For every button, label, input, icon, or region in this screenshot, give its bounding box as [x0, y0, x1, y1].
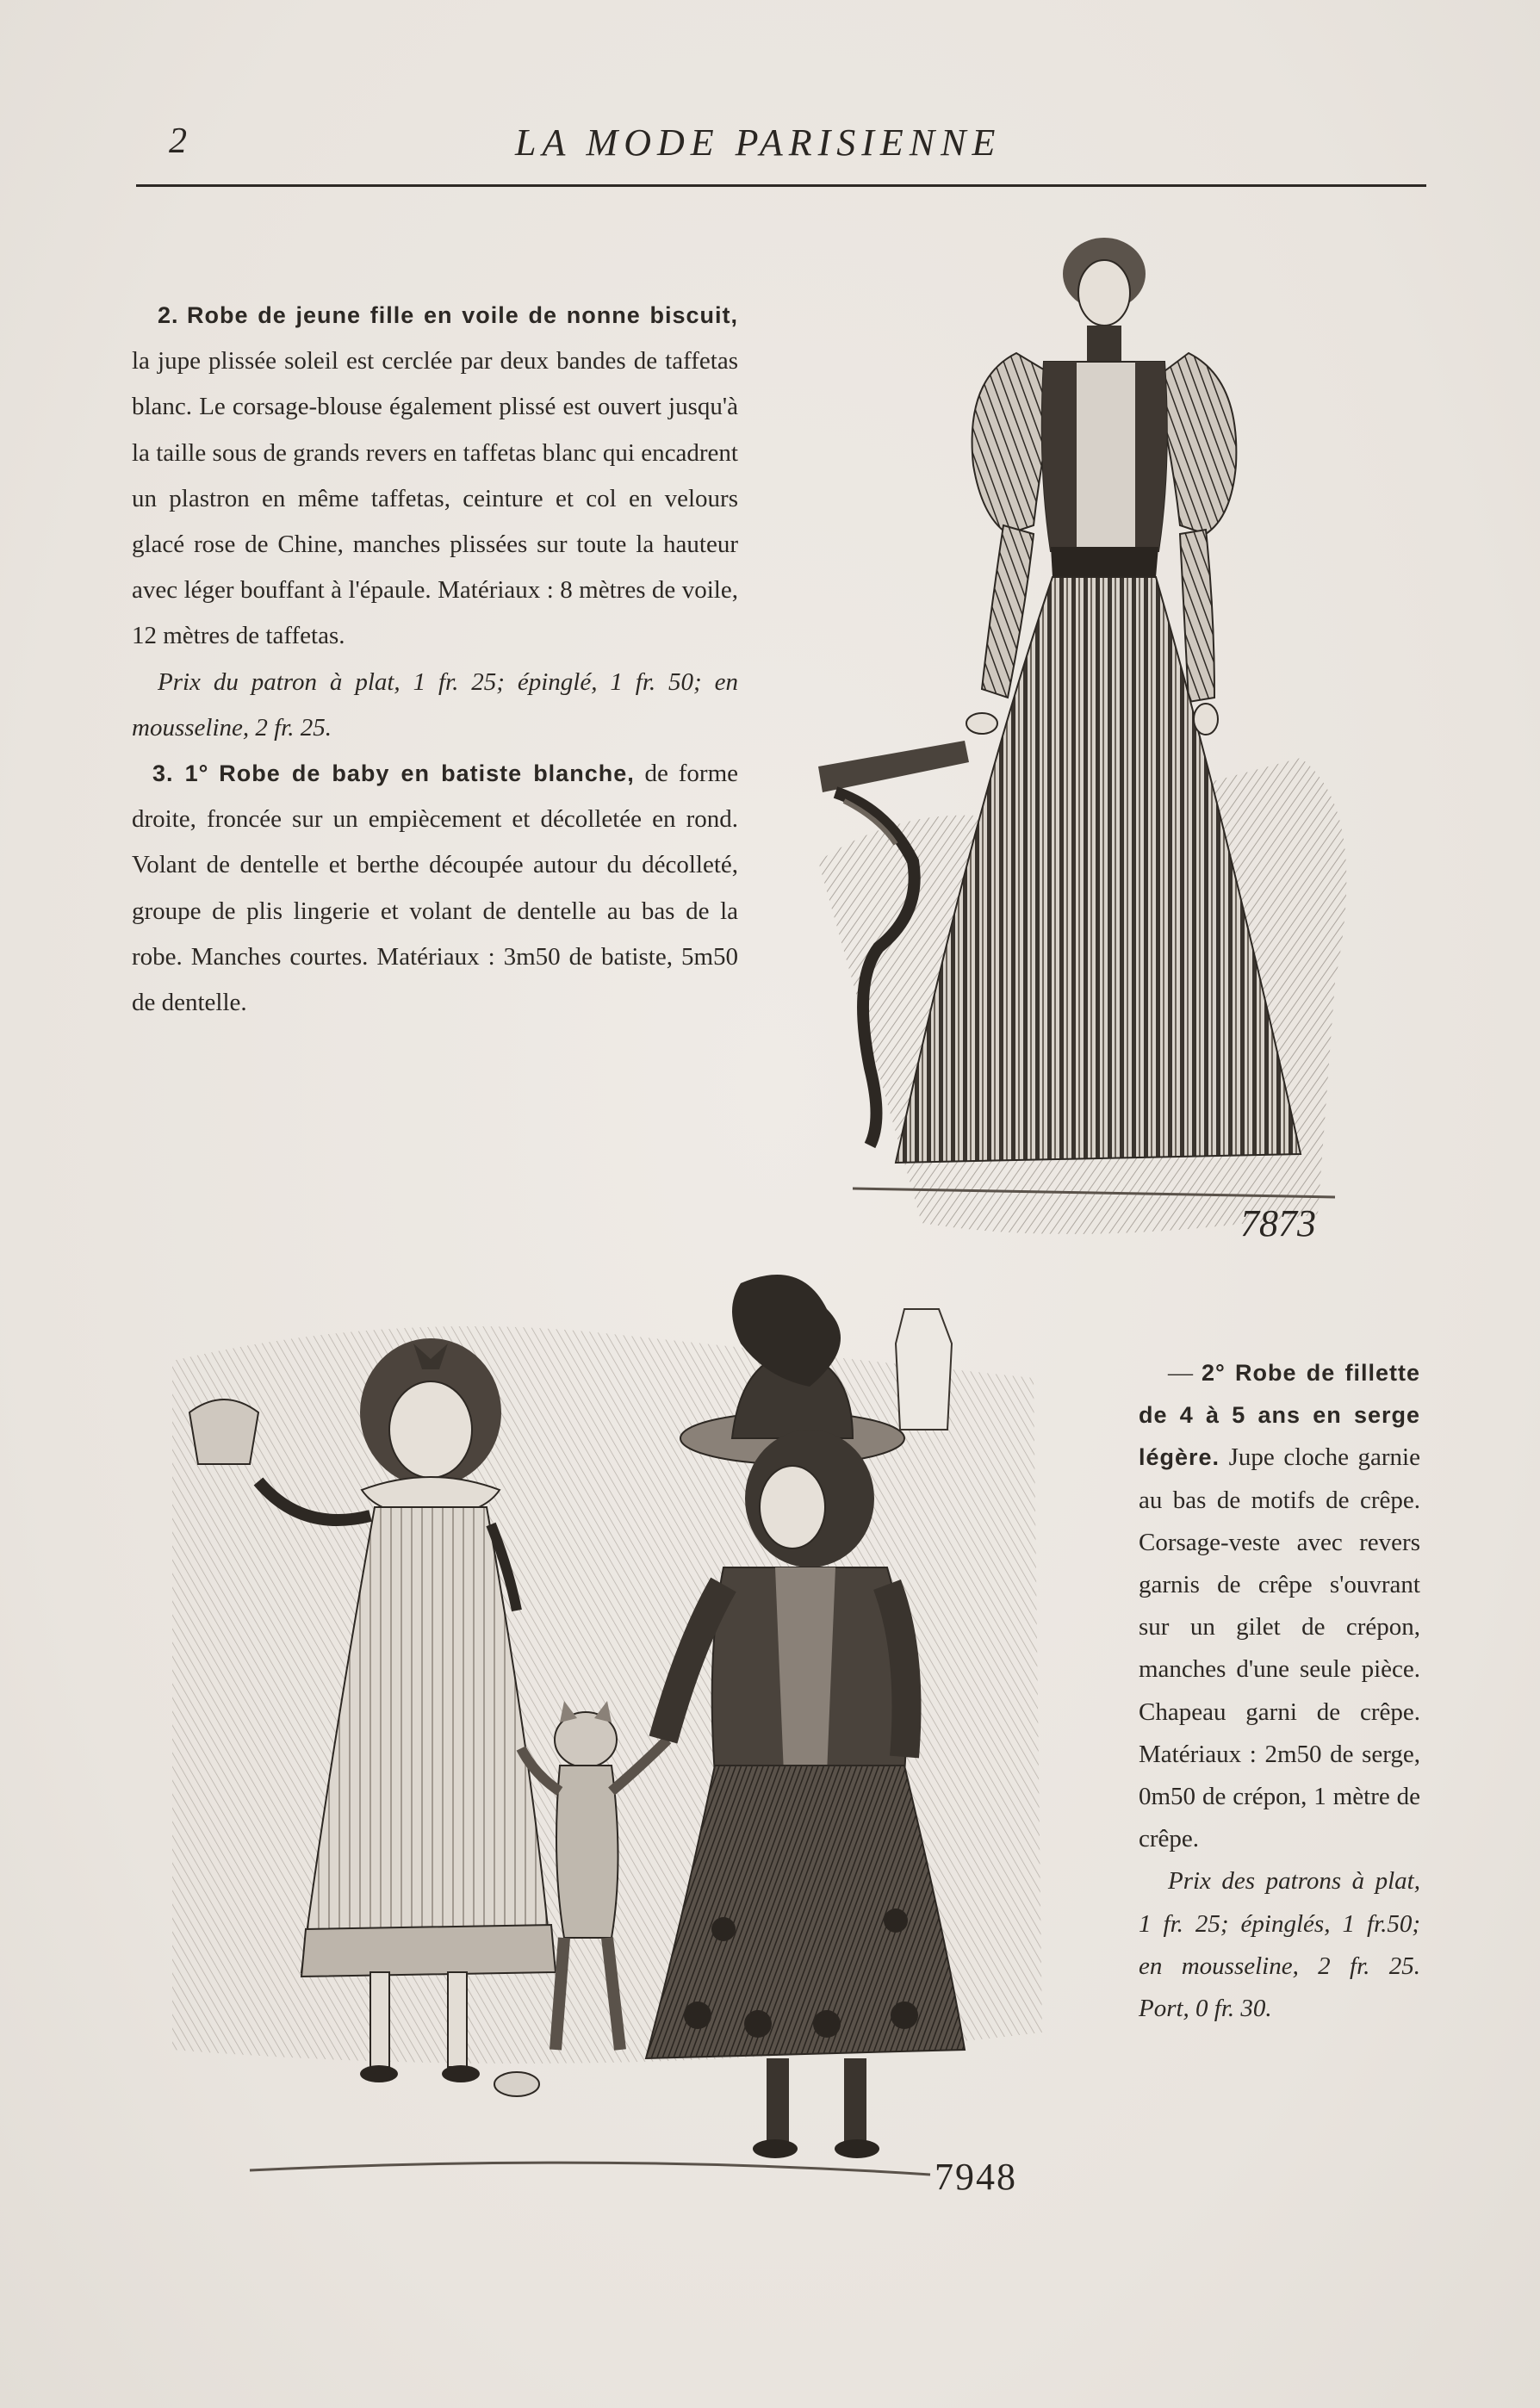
page-number: 2: [169, 121, 187, 161]
engraving-young-woman: [818, 207, 1361, 1253]
item-2-paragraph: [132, 293, 738, 660]
item-3-text: de forme droite, froncée sur un empiècement et décolletée en rond. Volant de dentelle et berthe découpée autour du décolleté, groupe de plis lingerie et volant de dentelle au bas de la robe. Manches courtes. Matériaux : 3m50 de batiste, 5m50 de dentelle.: [132, 760, 738, 1017]
item-fillette-price: Prix des patrons à plat, 1 fr. 25; épinglés, 1 fr.50; en mousseline, 2 fr. 25. Port, 0 fr. 30.: [1139, 1867, 1420, 2023]
item-fillette-dash: —: [1168, 1359, 1202, 1387]
article-right: [1139, 1352, 1420, 2030]
item-2-price: Prix du patron à plat, 1 fr. 25; épinglé, 1 fr. 50; en mousseline, 2 fr. 25.: [132, 667, 738, 742]
item-2-text: la jupe plissée soleil est cerclée par deux bandes de taffetas blanc. Le corsage-blouse également plissé est ouvert jusqu'à la taille sous de grands revers en taffetas blanc qui encadrent un plastron en même taffetas, ceinture et col en velours glacé rose de Chine, manches plissées sur toute la hauteur avec léger bouffant à l'épaule. Matériaux : 8 mètres de voile, 12 mètres de taffetas.: [132, 347, 738, 650]
engraving-children-with-cat: [172, 1257, 1059, 2222]
item-3-title: Robe de baby en batiste blanche,: [219, 760, 635, 787]
plate-number: 7948: [935, 2156, 1017, 2198]
item-2-title: Robe de jeune fille en voile de nonne biscuit,: [187, 302, 738, 328]
item-3-paragraph: [132, 751, 738, 1026]
item-2-number: 2.: [158, 302, 179, 328]
item-fillette-paragraph: [1139, 1352, 1420, 1860]
running-title: LA MODE PARISIENNE: [515, 121, 1002, 164]
plate-signature: 7873: [1240, 1202, 1316, 1244]
item-fillette-title: 2° Robe de fillette de 4 à 5 ans en serge légère.: [1139, 1360, 1421, 1471]
page-header: [136, 114, 1428, 165]
item-3-number: 3. 1°: [152, 760, 209, 787]
article-left: [132, 293, 738, 1026]
header-rule: [136, 184, 1426, 187]
item-fillette-text: Jupe cloche garnie au bas de motifs de crêpe. Corsage-veste avec revers garnis de crêpe s'ouvrant sur un gilet de crépon, manches d'une seule pièce. Chapeau garni de crêpe. Matériaux : 2m50 de serge, 0m50 de crépon, 1 mètre de crêpe.: [1139, 1443, 1420, 1853]
